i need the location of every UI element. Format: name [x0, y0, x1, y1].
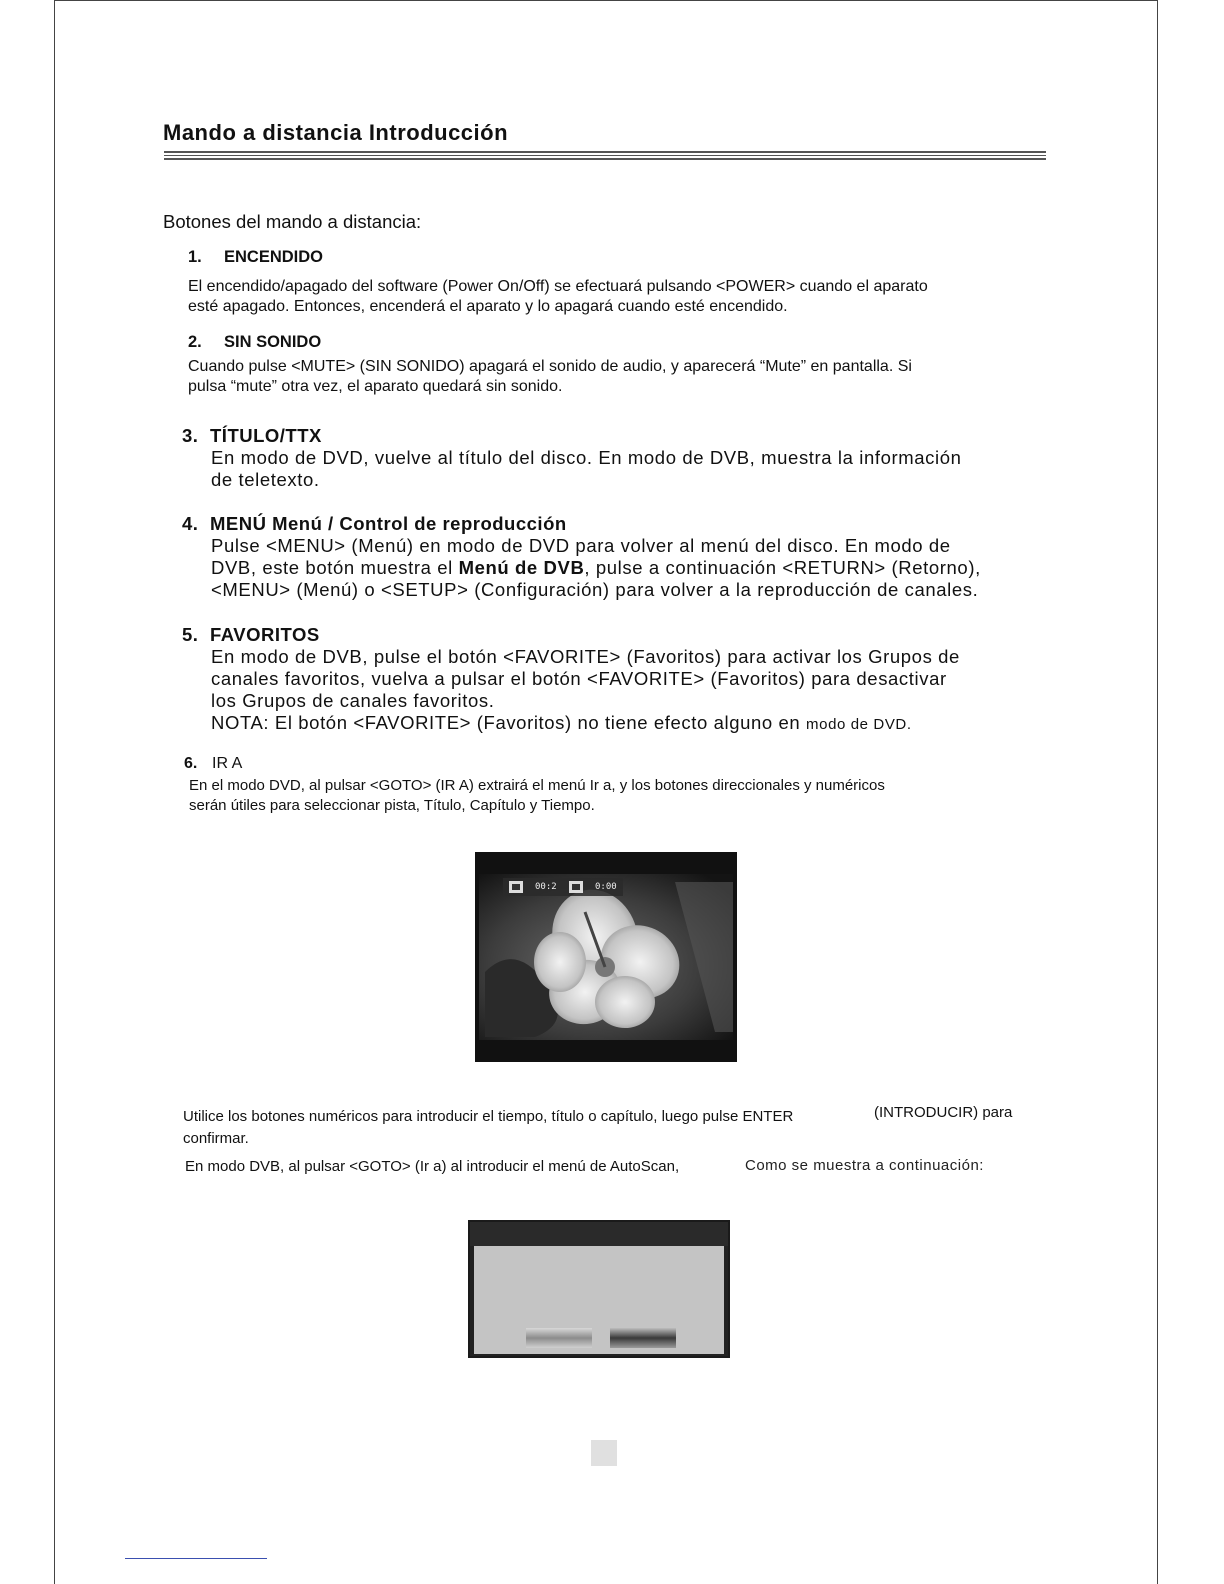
after-line-2: confirmar. — [183, 1130, 249, 1147]
dialog-button-right[interactable] — [610, 1328, 676, 1348]
after-line-3b: Como se muestra a continuación: — [745, 1157, 984, 1174]
section-6-body: En el modo DVD, al pulsar <GOTO> (IR A) extrairá el menú Ir a, y los botones direccionales y numéricos serán útiles para seleccionar pista, Título, Capítulo y Tiempo. — [189, 777, 885, 814]
title-rule-mid — [164, 155, 1046, 156]
dialog-body — [474, 1246, 724, 1354]
after-line-1b: (INTRODUCIR) para — [874, 1104, 1013, 1121]
after-line-3: En modo DVB, al pulsar <GOTO> (Ir a) al introducir el menú de AutoScan, — [185, 1158, 680, 1175]
goto-screenshot — [475, 852, 737, 1062]
osd-counter-1: 00:2 — [535, 882, 557, 892]
section-4-body: Pulse <MENU> (Menú) en modo de DVD para volver al menú del disco. En modo de DVB, este botón muestra el Menú de DVB, pulse a continuación <RETURN> (Retorno), <MENU> (Menú) o <SETUP> (Configuración) para volver a la reproducción de canales. — [211, 535, 981, 600]
section-4-heading: 4. MENÚ Menú / Control de reproducción — [182, 513, 567, 534]
section-1-heading: 1. ENCENDIDO — [188, 248, 324, 266]
page-title: Mando a distancia Introducción — [163, 120, 509, 145]
autoscan-dialog — [468, 1220, 730, 1358]
footer-line — [125, 1558, 267, 1559]
section-6-heading: 6. IR A — [184, 755, 243, 772]
section-5-body: En modo de DVB, pulse el botón <FAVORITE> (Favoritos) para activar los Grupos de canales favoritos, vuelva a pulsar el botón <FAVORITE> (Favoritos) para desactivar los Grupos de canales favoritos. NOTA: El botón <FAVORITE> (Favoritos) no tiene efecto alguno en modo de DVD. — [211, 646, 960, 736]
section-5-note: NOTA: El botón <FAVORITE> (Favoritos) no tiene efecto alguno en modo de DVD. — [211, 712, 912, 733]
page-number-box — [591, 1440, 617, 1466]
after-line-1: Utilice los botones numéricos para introducir el tiempo, título o capítulo, luego pulse ENTER — [183, 1108, 794, 1125]
menu-dvb-bold: Menú de DVB — [458, 557, 585, 578]
title-rule-bottom — [164, 158, 1046, 160]
dialog-button-left[interactable] — [526, 1328, 592, 1348]
section-3-heading: 3. TÍTULO/TTX — [182, 425, 322, 446]
intro-text: Botones del mando a distancia: — [163, 211, 422, 232]
osd-counter-2: 0:00 — [595, 882, 617, 892]
section-2-heading: 2. SIN SONIDO — [188, 333, 322, 351]
section-1-body: El encendido/apagado del software (Power On/Off) se efectuará pulsando <POWER> cuando el aparato esté apagado. Entonces, encenderá el aparato y lo apagará cuando esté encendido. — [188, 278, 928, 315]
section-3-body: En modo de DVD, vuelve al título del disco. En modo de DVB, muestra la información de teletexto. — [211, 447, 962, 490]
section-2-body: Cuando pulse <MUTE> (SIN SONIDO) apagará el sonido de audio, y aparecerá “Mute” en pantalla. Si pulsa “mute” otra vez, el aparato quedará sin sonido. — [188, 358, 912, 395]
title-rule-top — [164, 151, 1046, 153]
dialog-titlebar — [470, 1222, 728, 1246]
section-5-heading: 5. FAVORITOS — [182, 624, 320, 645]
